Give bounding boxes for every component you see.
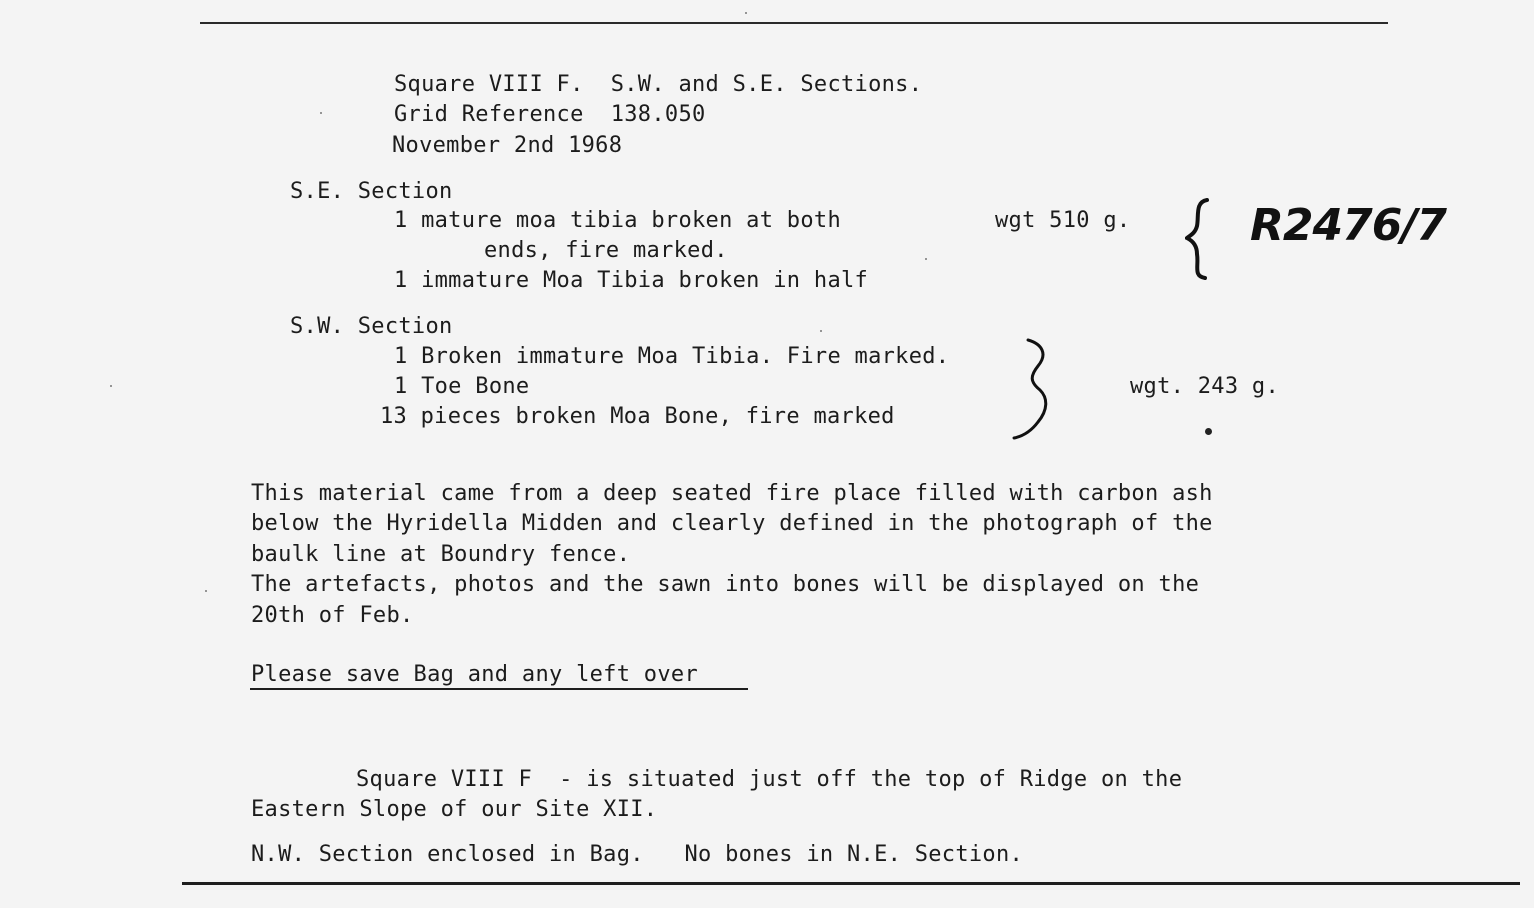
- se-item-1-line-1: 1 mature moa tibia broken at both: [394, 208, 841, 233]
- sw-brace-icon: [1008, 336, 1052, 442]
- paragraph-line-2: below the Hyridella Midden and clearly defined in the photograph of the: [251, 511, 1213, 536]
- footer-line-1: Square VIII F - is situated just off the top of Ridge on the: [356, 767, 1183, 792]
- sw-section-heading: S.W. Section: [290, 314, 453, 339]
- title-line: Square VIII F. S.W. and S.E. Sections.: [394, 72, 923, 97]
- se-weight: wgt 510 g.: [995, 208, 1131, 233]
- se-item-1-line-2: ends, fire marked.: [484, 238, 728, 263]
- speck: [745, 12, 747, 14]
- grid-reference-line: Grid Reference 138.050: [394, 102, 706, 127]
- footer-line-2: Eastern Slope of our Site XII.: [251, 797, 658, 822]
- bottom-rule: [182, 882, 1520, 885]
- note-underline: [250, 688, 748, 690]
- sw-weight: wgt. 243 g.: [1130, 374, 1279, 399]
- paragraph-line-5: 20th of Feb.: [251, 603, 414, 628]
- date-line: November 2nd 1968: [392, 133, 623, 158]
- sw-item-2: 1 Toe Bone: [394, 374, 530, 399]
- speck: [925, 258, 927, 260]
- speck: [820, 330, 822, 332]
- footer-line-3: N.W. Section enclosed in Bag. No bones in N.E. Section.: [251, 842, 1024, 867]
- note-line: Please save Bag and any left over: [251, 662, 698, 687]
- paragraph-line-3: baulk line at Boundry fence.: [251, 542, 631, 567]
- speck: [110, 385, 112, 387]
- ink-dot: [1205, 428, 1212, 435]
- se-item-2: 1 immature Moa Tibia broken in half: [394, 268, 869, 293]
- top-rule: [200, 22, 1388, 24]
- se-brace-icon: [1185, 196, 1221, 282]
- paragraph-line-1: This material came from a deep seated fire place filled with carbon ash: [251, 481, 1213, 506]
- speck: [320, 112, 322, 114]
- paragraph-line-4: The artefacts, photos and the sawn into bones will be displayed on the: [251, 572, 1200, 597]
- sw-item-3: 13 pieces broken Moa Bone, fire marked: [380, 404, 895, 429]
- sw-item-1: 1 Broken immature Moa Tibia. Fire marked.: [394, 344, 950, 369]
- se-section-heading: S.E. Section: [290, 179, 453, 204]
- speck: [205, 590, 207, 592]
- handwritten-reference: R2476/7: [1250, 200, 1447, 251]
